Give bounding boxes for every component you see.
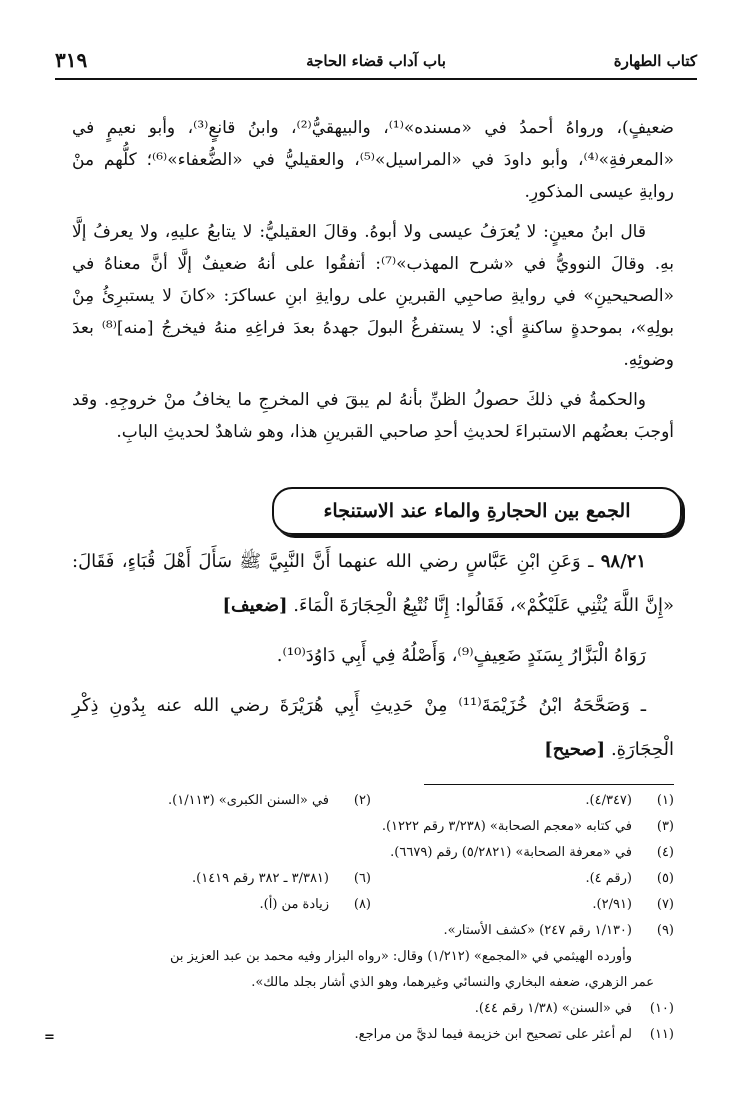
footnote-number: (٨) bbox=[353, 897, 371, 912]
hadith-source: رَوَاهُ الْبَزَّارُ بِسَنَدٍ ضَعِيفٍ⁽⁹⁾، وَأَصْلُهُ فِي أَبِي دَاوُدَ⁽¹⁰⁾. bbox=[276, 645, 646, 666]
footnote-number: (٩) bbox=[656, 923, 674, 938]
hadith-text: ٩٨/٢١ ـ وَعَنِ ابْنِ عَبَّاسٍ رضي الله عنهما أَنَّ النَّبِيَّ ﷺ سَأَلَ أَهْلَ قُبَاءٍ، فَقَالَ: «إِنَّ اللَّهَ يُثْنِي عَلَيْكُمْ»، فَقَالُوا: إِنَّا نُتْبِعُ الْحِجَارَةَ الْمَاءَ. [ضعيف] bbox=[72, 551, 674, 616]
hadith-grade: [ضعيف] bbox=[222, 595, 288, 616]
paragraph-narrations: ضعيفٍ)، ورواهُ أحمدُ في «مسنده»⁽¹⁾، والبيهقيُّ⁽²⁾، وابنُ قانعٍ⁽³⁾، وأبو نعيمٍ في «المعرفةِ»⁽⁴⁾، وأبو داودَ في «المراسيل»⁽⁵⁾، والعقيليُّ في «الضُّعفاء»⁽⁶⁾؛ كلُّهم منْ روايةِ عيسى المذكورِ. bbox=[72, 118, 675, 202]
hadith-grade-2: [صحيح] bbox=[544, 739, 606, 760]
footnote-text: لم أعثر على تصحيح ابن خزيمة فيما لديَّ من مراجع. bbox=[354, 1027, 632, 1042]
hadith-authentication-text: وَصَحَّحَهُ ابْنُ خُزَيْمَةَ⁽¹¹⁾ مِنْ حَدِيثِ أَبِي هُرَيْرَةَ رضي الله عنه بِدُونِ ذِكْرِ الْحِجَارَةِ. bbox=[72, 695, 674, 760]
footnote-row bbox=[68, 866, 674, 892]
page-header bbox=[55, 48, 697, 80]
footnote-text: في «السنن الكبرى» (١/١١٣). bbox=[168, 793, 329, 808]
footnote-text: (٤/٣٤٧). bbox=[585, 793, 632, 808]
hadith-authentication: ـ وَصَحَّحَهُ ابْنُ خُزَيْمَةَ⁽¹¹⁾ مِنْ حَدِيثِ أَبِي هُرَيْرَةَ رضي الله عنه بِدُونِ ذِكْرِ الْحِجَارَةِ. [صحيح] bbox=[72, 695, 674, 760]
footnote-row bbox=[68, 814, 674, 840]
footnote-number: (٦) bbox=[353, 871, 371, 886]
footnote-divider bbox=[424, 784, 674, 785]
footnote-row bbox=[68, 918, 674, 944]
main-text bbox=[72, 112, 674, 456]
footnote-number: (٤) bbox=[656, 845, 674, 860]
footnote-number: (٣) bbox=[656, 819, 674, 834]
footnote-row bbox=[68, 788, 674, 814]
paragraph-wisdom: والحكمةُ في ذلكَ حصولُ الظنِّ بأنهُ لم يبقَ في المخرجِ ما يخافُ منْ خروجِهِ. وقد أوجبَ بعضُهم الاستبراءَ لحديثِ أحدِ صاحبي القبرينِ هذا، وهو شاهدٌ لحديثِ البابِ. bbox=[72, 390, 674, 442]
footnote-text: (رقم ٤). bbox=[585, 871, 632, 886]
footnote-number: (١) bbox=[656, 793, 674, 808]
margin-mark: = bbox=[44, 1030, 55, 1045]
footnote-number: (٢) bbox=[353, 793, 371, 808]
footnote-text: في كتابه «معجم الصحابة» (٣/٢٣٨ رقم ١٢٢٢). bbox=[381, 819, 632, 834]
footnote-text: في «السنن» (١/٣٨ رقم ٤٤). bbox=[474, 1001, 632, 1016]
paragraph-critique: قال ابنُ معينٍ: لا يُعرَفُ عيسى ولا أبوهُ. وقالَ العقيليُّ: لا يتابعُ عليهِ، ولا يعرفُ إلَّا بهِ. وقالَ النوويُّ في «شرح المهذب»⁽⁷⁾: أتفقُوا على أنهُ ضعيفٌ إلَّا أنَّ معناهُ في «الصحيحينِ» في روايةِ صاحبِي القبرينِ على روايةِ ابنِ عساكرَ: «كانَ لا يستبرِئُ مِنْ بولِهِ»، بموحدةٍ ساكنةٍ أي: لا يستفرغُ البولَ جهدهُ بعدَ فراغِهِ منهُ فيخرجُ [منه]⁽⁸⁾ بعدَ وضوئِهِ. bbox=[72, 222, 674, 370]
footnote-number: (١١) bbox=[649, 1027, 674, 1042]
footnote-row bbox=[68, 1022, 674, 1048]
hadith-body: وَعَنِ ابْنِ عَبَّاسٍ رضي الله عنهما أَنَّ النَّبِيَّ ﷺ سَأَلَ أَهْلَ قُبَاءٍ، فَقَالَ: «إِنَّ اللَّهَ يُثْنِي عَلَيْكُمْ»، فَقَالُوا: إِنَّا نُتْبِعُ الْحِجَارَةَ الْمَاءَ. bbox=[72, 551, 674, 616]
footnotes bbox=[68, 788, 674, 1048]
footnote-row bbox=[68, 840, 674, 866]
footnote-text: (٣/٣٨١ ـ ٣٨٢ رقم ١٤١٩). bbox=[192, 871, 329, 886]
footnote-number: (١٠) bbox=[649, 1001, 674, 1016]
footnote-row bbox=[68, 892, 674, 918]
page-number: ٣١٩ bbox=[55, 48, 88, 72]
chapter-title: باب آداب قضاء الحاجة bbox=[306, 52, 446, 70]
footnote-number: (٧) bbox=[656, 897, 674, 912]
hadith-block bbox=[72, 540, 674, 778]
footnote-continuation: وأورده الهيثمي في «المجمع» (١/٢١٢) وقال: «رواه البزار وفيه محمد بن عبد العزيز بن bbox=[169, 949, 632, 964]
footnote-text: في «معرفة الصحابة» (٥/٢٨٢١) رقم (٦٦٧٩). bbox=[390, 845, 632, 860]
footnote-continuation: عمر الزهري، ضعفه البخاري والنسائي وغيرهما، وهو الذي أشار بجلد مالك». bbox=[251, 975, 654, 990]
section-title: الجمع بين الحجارةِ والماء عند الاستنجاء bbox=[323, 500, 631, 522]
footnote-text: (٢/٩١). bbox=[592, 897, 632, 912]
footnote-number: (٥) bbox=[656, 871, 674, 886]
footnote-row bbox=[68, 996, 674, 1022]
book-title: كتاب الطهارة bbox=[613, 52, 697, 70]
section-title-box bbox=[272, 487, 682, 535]
footnote-text: (١/١٣٠ رقم ٢٤٧) «كشف الأستار». bbox=[443, 923, 632, 938]
footnote-text: زيادة من (أ). bbox=[259, 897, 329, 912]
hadith-number: ٩٨/٢١ bbox=[600, 551, 646, 572]
